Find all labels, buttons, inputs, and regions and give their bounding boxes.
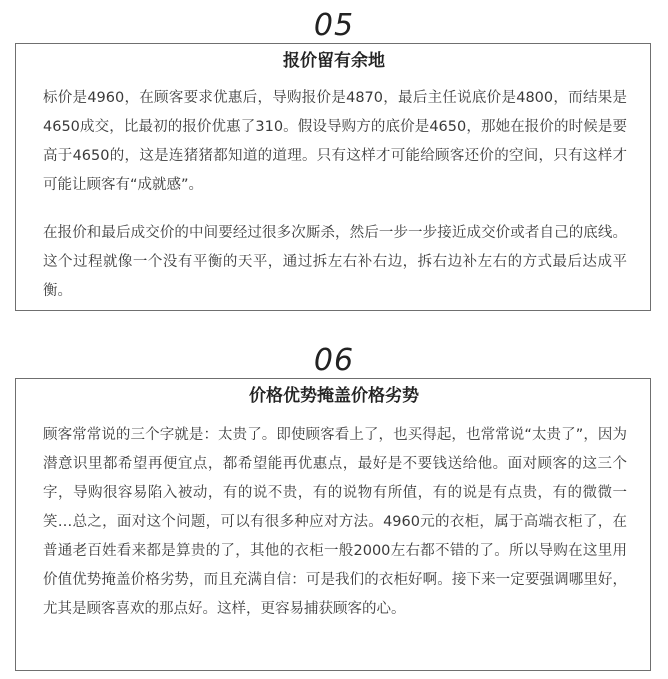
section-title: 价格优势掩盖价格劣势 [0, 381, 668, 406]
section-number: 05 [313, 8, 355, 43]
paragraph: 标价是4960，在顾客要求优惠后，导购报价是4870，最后主任说底价是4800，而结果是4650成交，比最初的报价优惠了310。假设导购方的底价是4650，那她在报价的时候是要高于4650的，这是连猪猪都知道的道理。只有这样才可能给顾客还价的空间，只有这样才可能让顾客有“成就感”。 [43, 90, 627, 193]
section-number: 06 [313, 343, 355, 378]
paragraph: 顾客常常说的三个字就是：太贵了。即使顾客看上了，也买得起，也常常说“太贵了”，因为潜意识里都希望再便宜点，都希望能再优惠点，最好是不要钱送给他。面对顾客的这三个字，导购很容易陷入被动，有的说不贵，有的说物有所值，有的说是有点贵，有的微微一笑…总之，面对这个问题，可以有很多种应对方法。4960元的衣柜，属于高端衣柜了，在普通老百姓看来都是算贵的了，其他的衣柜一般2000左右都不错的了。所以导购在这里用价值优势掩盖价格劣势，而且充满自信：可是我们的衣柜好啊。接下来一定要强调哪里好，尤其是顾客喜欢的那点好。这样，更容易捕获顾客的心。 [43, 427, 627, 617]
paragraph: 在报价和最后成交价的中间要经过很多次厮杀，然后一步一步接近成交价或者自己的底线。这个过程就像一个没有平衡的天平，通过拆左右补右边，拆右边补左右的方式最后达成平衡。 [43, 225, 627, 299]
section-title: 报价留有余地 [0, 46, 668, 71]
